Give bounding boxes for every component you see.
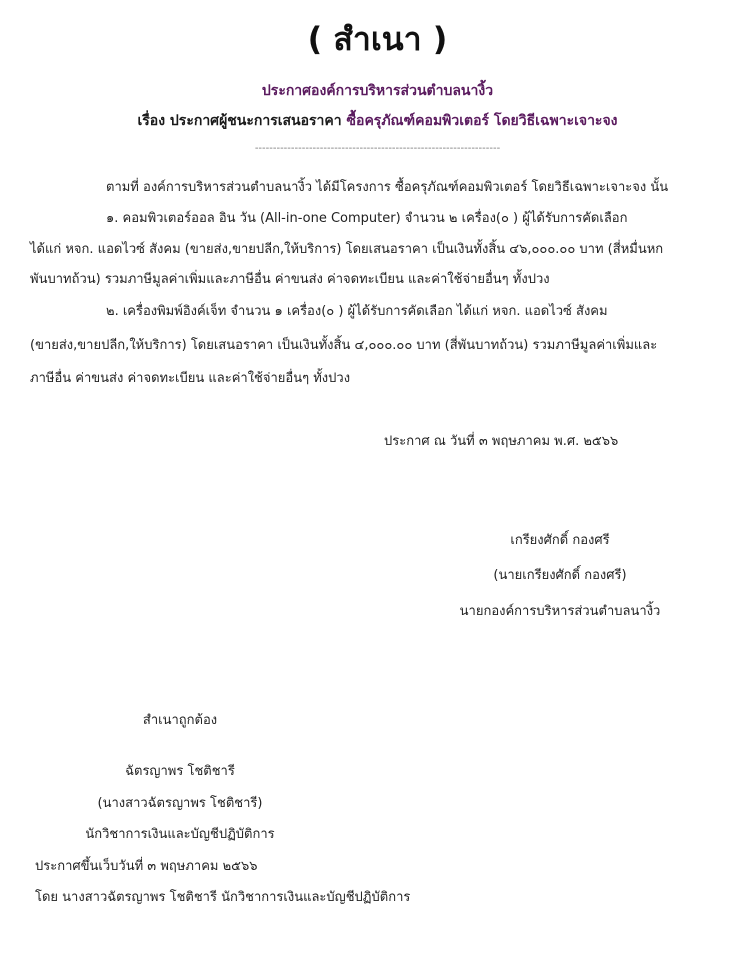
paragraph-intro: ตามที่ องค์การบริหารส่วนตำบลนางิ้ว ได้มีโครงการ ซื้อครุภัณฑ์คอมพิวเตอร์ โดยวิธีเฉพาะเจาะจง นั้น	[106, 180, 669, 195]
paragraph-item-1-cont: ได้แก่ หจก. แอดไวซ์ สังคม (ขายส่ง,ขายปลีก,ให้บริการ) โดยเสนอราคา เป็นเงินทั้งสิ้น ๔๖,๐๐๐.๐๐ บาท (สี่หมื่นหก	[30, 242, 664, 257]
signer-full-name: (นายเกรียงศักดิ์ กองศรี)	[493, 568, 627, 583]
certified-label: สำเนาถูกต้อง	[142, 713, 218, 728]
document-title: ( สำเนา )	[307, 20, 448, 58]
signer-name: เกรียงศักดิ์ กองศรี	[510, 533, 610, 548]
paragraph-item-1: ๑. คอมพิวเตอร์ออล อิน วัน (All-in-one Computer) จำนวน ๒ เครื่อง(๐ ) ผู้ได้รับการคัดเลือก	[106, 211, 628, 226]
web-posted-date: ประกาศขึ้นเว็บวันที่ ๓ พฤษภาคม ๒๕๖๖	[35, 859, 258, 874]
paragraph-item-2-cont: (ขายส่ง,ขายปลีก,ให้บริการ) โดยเสนอราคา เป็นเงินทั้งสิ้น ๔,๐๐๐.๐๐ บาท (สี่พันบาทถ้วน) รวมภาษีมูลค่าเพิ่มและ	[30, 338, 658, 353]
paragraph-item-2: ๒. เครื่องพิมพ์อิงค์เจ็ท จำนวน ๑ เครื่อง(๐ ) ผู้ได้รับการคัดเลือก ได้แก่ หจก. แอดไวซ์ สังคม	[106, 304, 608, 319]
divider-line: --------------------------------------------------------------------	[254, 143, 501, 154]
signer-position: นายกองค์การบริหารส่วนตำบลนางิ้ว	[459, 604, 661, 619]
certified-full-name: (นางสาวฉัตรญาพร โชติชารี)	[97, 796, 263, 811]
subject-prefix: เรื่อง ประกาศผู้ชนะการเสนอราคา	[137, 113, 342, 129]
announcement-heading: ประกาศองค์การบริหารส่วนตำบลนางิ้ว	[261, 83, 494, 99]
paragraph-item-1-end: พันบาทถ้วน) รวมภาษีมูลค่าเพิ่มและภาษีอื่น ค่าขนส่ง ค่าจดทะเบียน และค่าใช้จ่ายอื่นๆ ทั้งปวง	[30, 272, 550, 287]
certified-name: ฉัตรญาพร โชติชารี	[125, 764, 235, 779]
announce-date: ประกาศ ณ วันที่ ๓ พฤษภาคม พ.ศ. ๒๕๖๖	[384, 434, 619, 449]
announcement-subject	[0, 110, 755, 132]
paragraph-item-2-end: ภาษีอื่น ค่าขนส่ง ค่าจดทะเบียน และค่าใช้จ่ายอื่นๆ ทั้งปวง	[30, 371, 351, 386]
subject-item: ซื้อครุภัณฑ์คอมพิวเตอร์ โดยวิธีเฉพาะเจาะจง	[346, 113, 618, 129]
posted-by: โดย นางสาวฉัตรญาพร โชติชารี นักวิชาการเงินและบัญชีปฏิบัติการ	[35, 890, 411, 905]
certified-position: นักวิชาการเงินและบัญชีปฏิบัติการ	[85, 827, 275, 842]
